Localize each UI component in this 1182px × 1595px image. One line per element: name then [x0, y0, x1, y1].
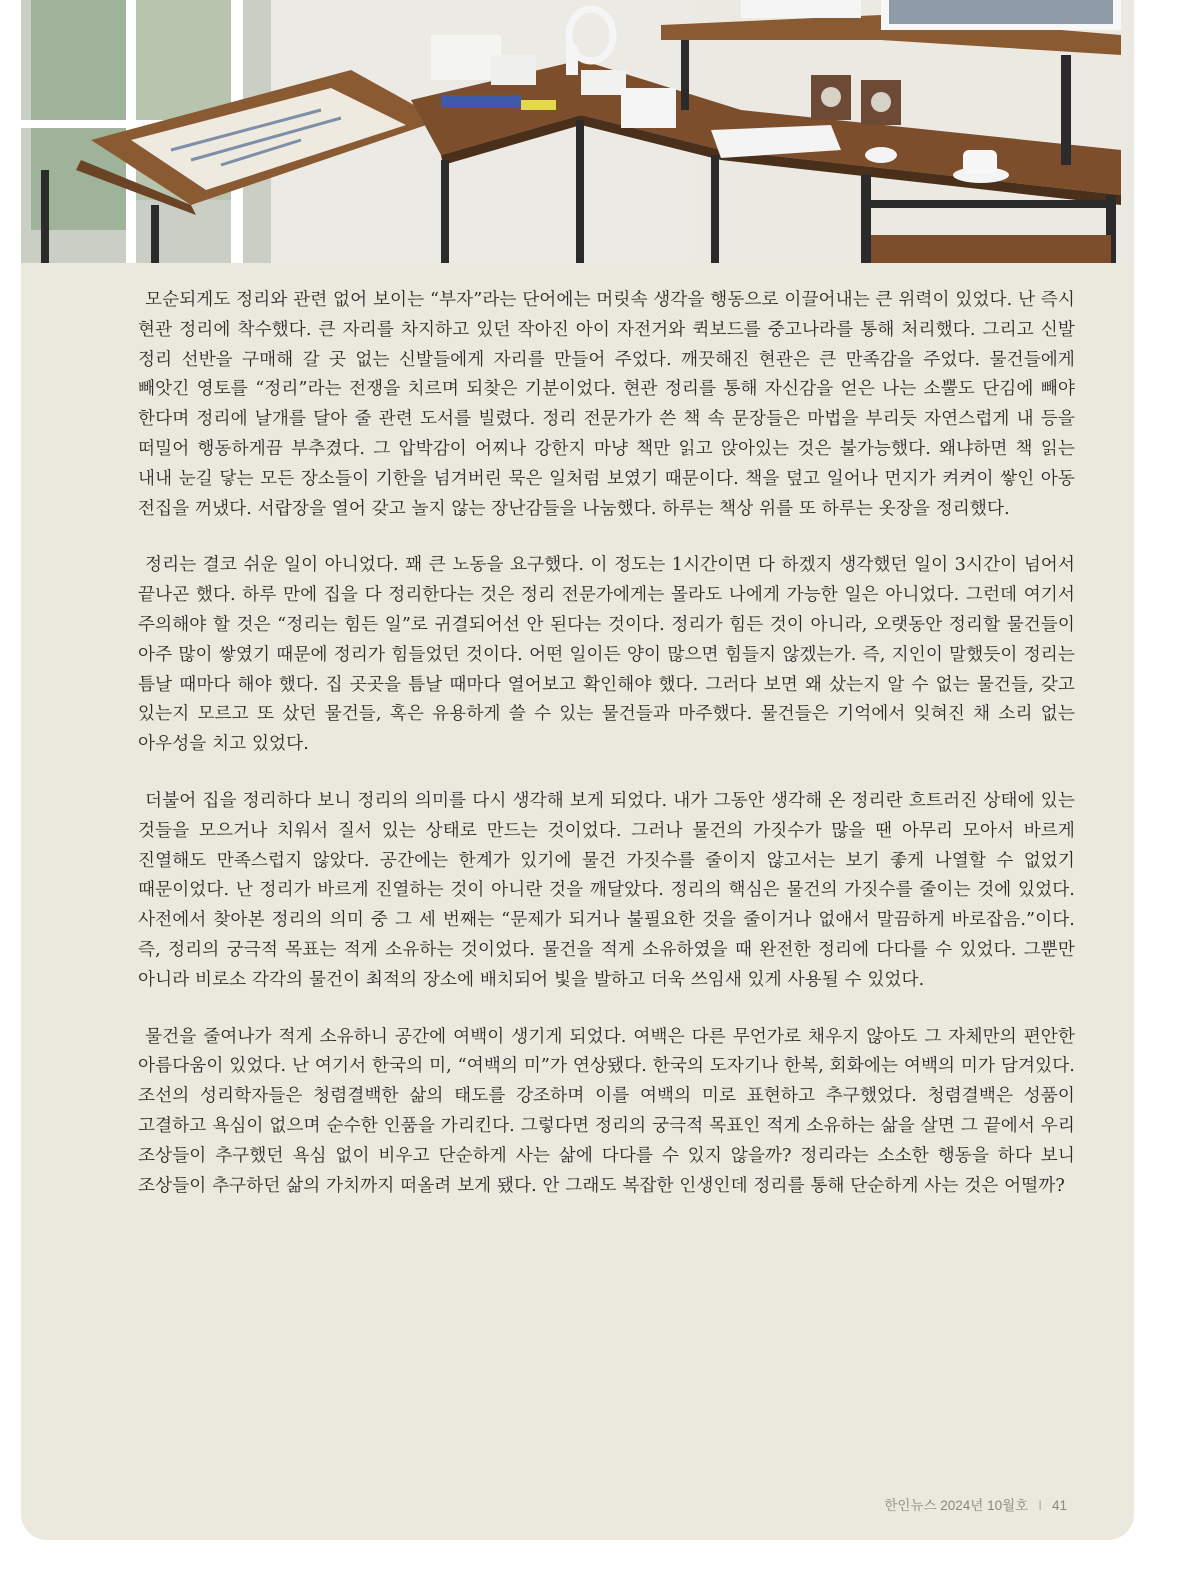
article-paragraph: 더불어 집을 정리하다 보니 정리의 의미를 다시 생각해 보게 되었다. 내가 그동안 생각해 온 정리란 흐트러진 상태에 있는 것들을 모으거나 치워서 질서 있는 상태로 만드는 것이었다. 그러나 물건의 가짓수가 많을 땐 아무리 모아서 바르게 진열해도 만족스럽지 않았다. 공간에는 한계가 있기에 물건 가짓수를 줄이지 않고서는 보기 좋게 나열할 수 없었기 때문이었다. 난 정리가 바르게 진열하는 것이 아니란 것을 깨달았다. 정리의 핵심은 물건의 가짓수를 줄이는 것에 있었다. 사전에서 찾아본 정리의 의미 중 그 세 번째는 “문제가 되거나 불필요한 것을 줄이거나 없애서 말끔하게 바로잡음.”이다. 즉, 정리의 궁극적 목표는 적게 소유하는 것이었다. 물건을 적게 소유하였을 때 완전한 정리에 다다를 수 있었다. 그뿐만 아니라 비로소 각각의 물건이 최적의 장소에 배치되어 빛을 발하고 더욱 쓰임새 있게 사용될 수 있었다. [138, 790, 1075, 990]
magazine-page [21, 0, 1134, 1540]
desk-photo [21, 0, 1134, 263]
publication-name: 한인뉴스 2024년 10월호 [884, 1498, 1029, 1513]
article-paragraph: 물건을 줄여나가 적게 소유하니 공간에 여백이 생기게 되었다. 여백은 다른 무언가로 채우지 않아도 그 자체만의 편안한 아름다움이 있었다. 난 여기서 한국의 미, “여백의 미”가 연상됐다. 한국의 도자기나 한복, 회화에는 여백의 미가 담겨있다. 조선의 성리학자들은 청렴결백한 삶의 태도를 강조하며 이를 여백의 미로 표현하고 추구했었다. 청렴결백은 성품이 고결하고 욕심이 없으며 순수한 인품을 가리킨다. 그렇다면 정리의 궁극적 목표인 적게 소유하는 삶을 살면 그 끝에서 우리 조상들이 추구했던 욕심 없이 비우고 단순하게 사는 삶에 다다를 수 있지 않을까? 정리라는 소소한 행동을 하다 보니 조상들이 추구하던 삶의 가치까지 떠올려 보게 됐다. 안 그래도 복잡한 인생인데 정리를 통해 단순하게 사는 것은 어떨까? [138, 1026, 1075, 1196]
article-paragraph: 정리는 결코 쉬운 일이 아니었다. 꽤 큰 노동을 요구했다. 이 정도는 1시간이면 다 하겠지 생각했던 일이 3시간이 넘어서 끝나곤 했다. 하루 만에 집을 다 정리한다는 것은 정리 전문가에게는 몰라도 나에게 가능한 일은 아니었다. 그런데 여기서 주의해야 할 것은 “정리는 힘든 일”로 귀결되어선 안 된다는 것이다. 정리가 힘든 것이 아니라, 오랫동안 정리할 물건들이 아주 많이 쌓였기 때문에 정리가 힘들었던 것이다. 어떤 일이든 양이 많으면 힘들지 않겠는가. 즉, 지인이 말했듯이 정리는 틈날 때마다 해야 했다. 집 곳곳을 틈날 때마다 열어보고 확인해야 했다. 그러다 보면 왜 샀는지 알 수 없는 물건들, 갖고 있는지 모르고 또 샀던 물건들, 혹은 유용하게 쓸 수 있는 물건들과 마주했다. 물건들은 기억에서 잊혀진 채 소리 없는 아우성을 치고 있었다. [138, 555, 1075, 755]
footer-separator: I [1038, 1498, 1042, 1513]
page-footer [884, 1494, 1067, 1514]
page-number: 41 [1051, 1498, 1067, 1513]
article-paragraph: 모순되게도 정리와 관련 없어 보이는 “부자”라는 단어에는 머릿속 생각을 행동으로 이끌어내는 큰 위력이 있었다. 난 즉시 현관 정리에 착수했다. 큰 자리를 차지하고 있던 작아진 아이 자전거와 퀵보드를 중고나라를 통해 처리했다. 그리고 신발 정리 선반을 구매해 갈 곳 없는 신발들에게 자리를 만들어 주었다. 깨끗해진 현관은 큰 만족감을 주었다. 물건들에게 빼앗긴 영토를 “정리”라는 전쟁을 치르며 되찾은 기분이었다. 현관 정리를 통해 자신감을 얻은 나는 소뿔도 단김에 빼야 한다며 정리에 날개를 달아 줄 관련 도서를 빌렸다. 정리 전문가가 쓴 책 속 문장들은 마법을 부리듯 자연스럽게 내 등을 떠밀어 행동하게끔 부추겼다. 그 압박감이 어찌나 강한지 마냥 책만 읽고 앉아있는 것은 불가능했다. 왜냐하면 책 읽는 내내 눈길 닿는 모든 장소들이 기한을 넘겨버린 묵은 일처럼 보였기 때문이다. 책을 덮고 일어나 먼지가 켜켜이 쌓인 아동 전집을 꺼냈다. 서랍장을 열어 갖고 놀지 않는 장난감들을 나눔했다. 하루는 책상 위를 또 하루는 옷장을 정리했다. [138, 290, 1075, 519]
article-body [138, 286, 1075, 1228]
